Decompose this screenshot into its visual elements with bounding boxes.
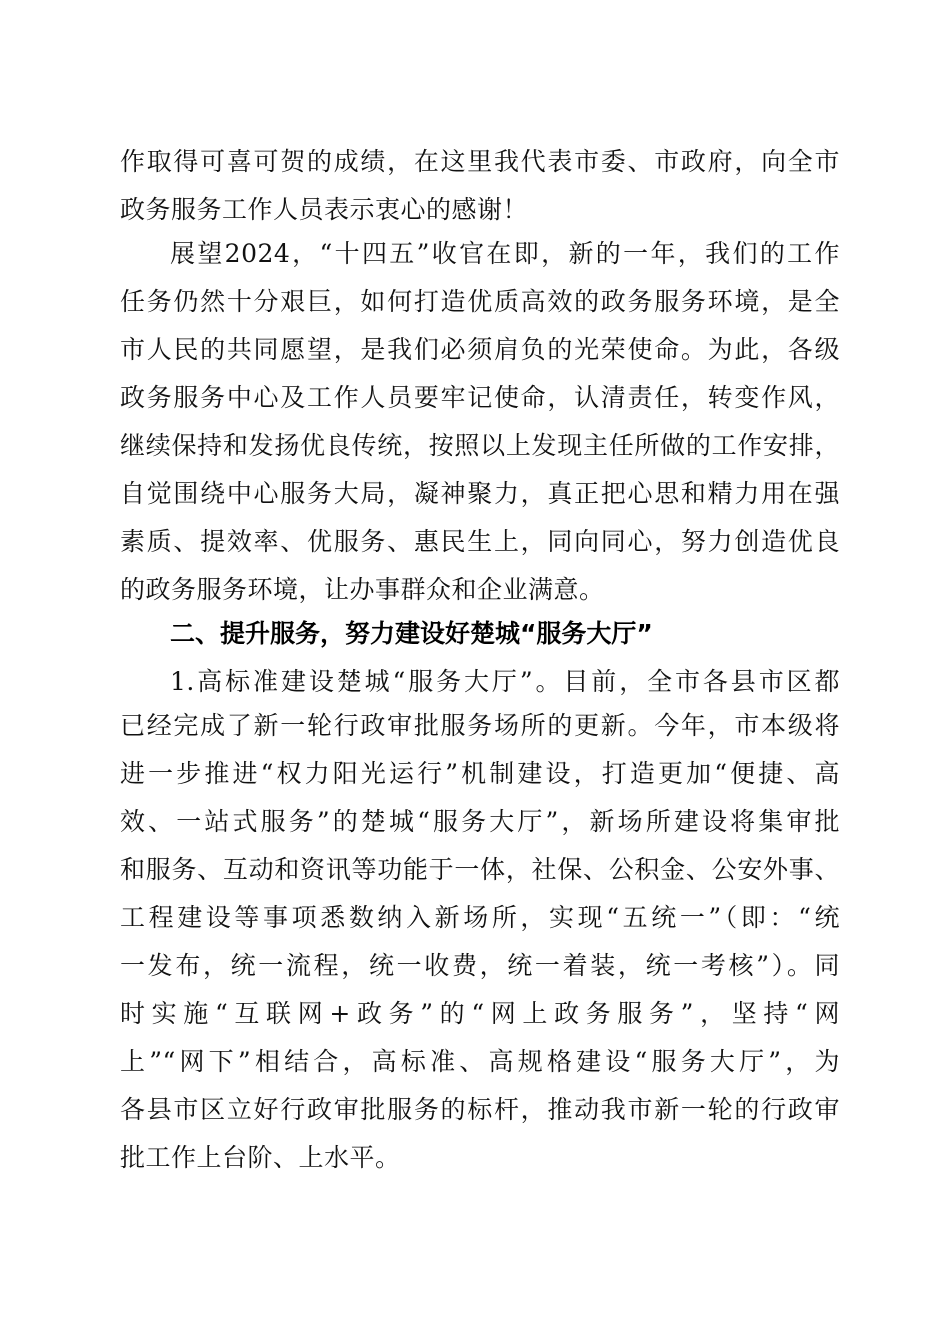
body-text-line: 效、一站式服务”的楚城“服务大厅”，新场所建设将集审批 (120, 807, 840, 836)
body-text-line: 的政务服务环境，让办事群众和企业满意。 (120, 575, 605, 604)
body-text-line: 素质、提效率、优服务、惠民生上，同向同心，努力创造优良 (120, 527, 840, 556)
section-heading: 二、提升服务，努力建设好楚城“服务大厅” (170, 619, 653, 648)
body-text-line: 和服务、互动和资讯等功能于一体，社保、公积金、公安外事、 (120, 855, 840, 884)
body-text-line: 上”“网下”相结合，高标准、高规格建设“服务大厅”，为 (120, 1047, 840, 1076)
body-text-line: 进一步推进“权力阳光运行”机制建设，打造更加“便捷、高 (120, 759, 840, 788)
body-text-line: 一发布，统一流程，统一收费，统一着装，统一考核”）。同 (120, 951, 840, 980)
body-text-line: 作取得可喜可贺的成绩，在这里我代表市委、市政府，向全市 (120, 147, 840, 176)
body-text-line: 时实施“互联网+政务”的“网上政务服务”，坚持“网 (120, 999, 840, 1028)
body-text-line: 任务仍然十分艰巨，如何打造优质高效的政务服务环境，是全 (120, 287, 840, 316)
body-text-line: 市人民的共同愿望，是我们必须肩负的光荣使命。为此，各级 (120, 335, 840, 364)
body-text-line: 自觉围绕中心服务大局，凝神聚力，真正把心思和精力用在强 (120, 479, 840, 508)
body-text-line: 政务服务中心及工作人员要牢记使命，认清责任，转变作风， (120, 383, 840, 412)
body-text-line: 继续保持和发扬优良传统，按照以上发现主任所做的工作安排， (120, 431, 840, 460)
body-text-line: 批工作上台阶、上水平。 (120, 1143, 401, 1172)
body-text-line: 各县市区立好行政审批服务的标杆，推动我市新一轮的行政审 (120, 1095, 840, 1124)
body-text-line: 已经完成了新一轮行政审批服务场所的更新。今年，市本级将 (120, 711, 840, 740)
body-text-line: 工程建设等事项悉数纳入新场所，实现“五统一”（即：“统 (120, 903, 840, 932)
body-text-line: 政务服务工作人员表示衷心的感谢！ (120, 195, 529, 224)
body-text-line: 展望2024，“十四五”收官在即，新的一年，我们的工作 (170, 239, 840, 268)
body-text-line: 1.高标准建设楚城“服务大厅”。目前，全市各县市区都 (170, 667, 840, 696)
